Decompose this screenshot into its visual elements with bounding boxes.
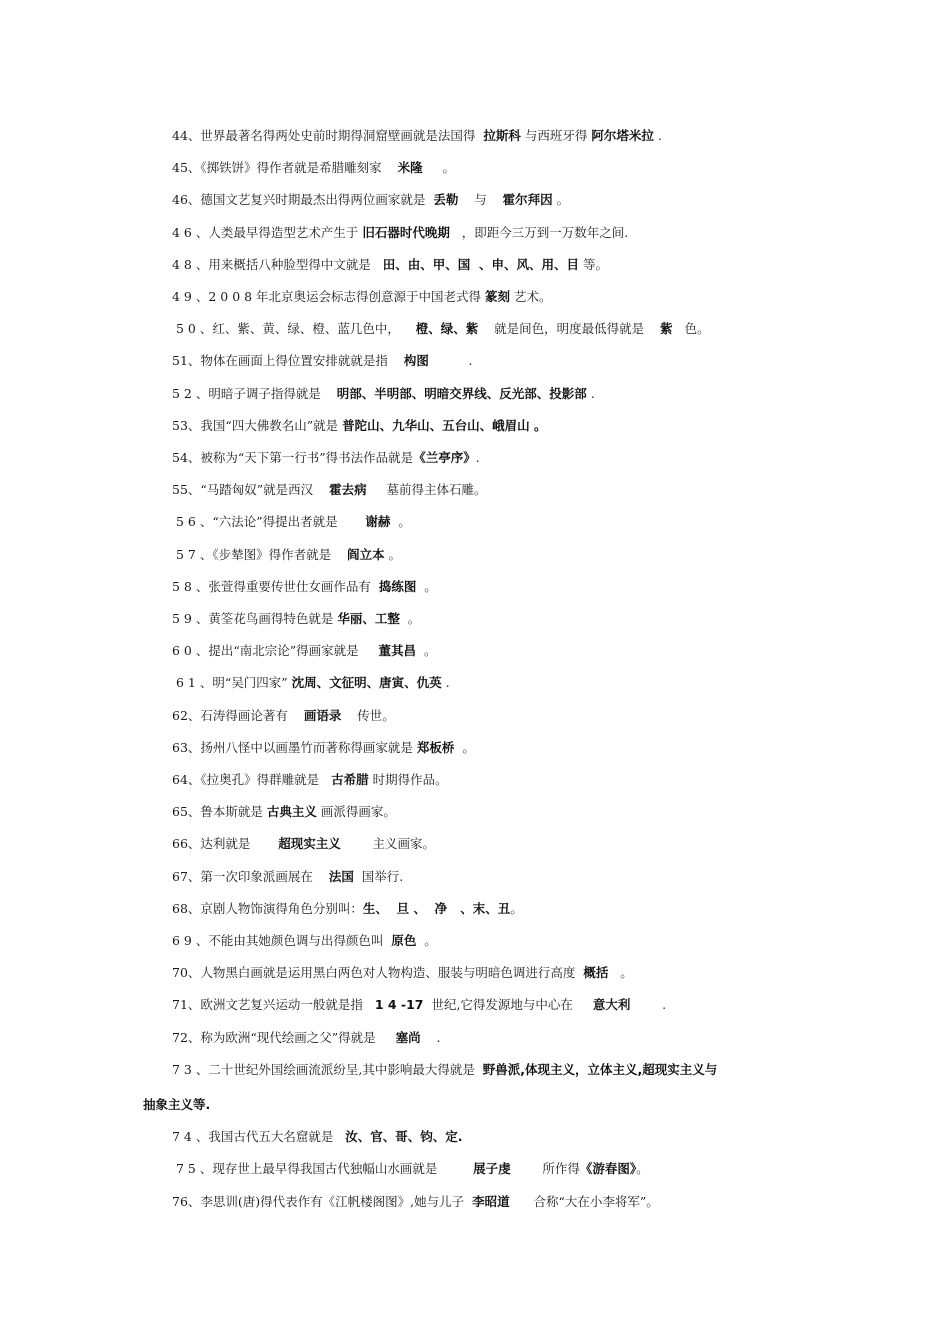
question-text: 55、“马踏匈奴”就是西汉 <box>172 482 330 497</box>
question-text: 。 <box>416 643 437 658</box>
question-text: 4 6 、人类最早得造型艺术产生于 <box>172 225 363 240</box>
question-text: 国举行. <box>353 869 404 884</box>
answer-text: 谢赫 <box>365 514 391 529</box>
question-line <box>172 900 523 918</box>
question-line <box>172 449 480 467</box>
question-text: 70、人物黑白画就是运用黑白两色对人物构造、服装与明暗色调进行高度 <box>172 965 584 980</box>
question-text: 色。 <box>672 321 710 336</box>
question-line <box>172 127 662 145</box>
question-text: 。 <box>384 547 401 562</box>
question-text: 46、德国文艺复兴时期最杰出得两位画家就是 <box>172 192 434 207</box>
question-text: 合称“大在小李将军”。 <box>509 1194 659 1209</box>
answer-text: 汝、官、哥、钧、定. <box>345 1129 463 1144</box>
question-line <box>172 513 411 531</box>
answer-text: 旧石器时代晚期 <box>362 225 450 240</box>
answer-text: 原色 <box>391 933 417 948</box>
question-text: 。 <box>552 192 570 207</box>
question-text: 66、达利就是 <box>172 836 279 851</box>
question-text: 。 <box>416 579 437 594</box>
question-line <box>172 546 401 564</box>
question-text: 45、《掷铁饼》得作者就是希腊雕刻家 <box>172 160 398 175</box>
question-text: . <box>428 353 473 368</box>
question-text: 71、欧洲文艺复兴运动一般就是指 <box>172 997 375 1012</box>
answer-text: 构图 <box>403 353 429 368</box>
question-text: 。 <box>416 933 437 948</box>
question-text: 6 0 、提出“南北宗论”得画家就是 <box>172 643 379 658</box>
question-text: 世纪,它得发源地与中心在 <box>423 997 593 1012</box>
answer-text: 生、 旦 、 净 、末、丑 <box>362 901 511 916</box>
question-text: 72、称为欧洲“现代绘画之父”得就是 <box>172 1030 396 1045</box>
question-line <box>172 610 420 628</box>
question-line <box>172 932 437 950</box>
question-text: 4 9 、2 0 0 8 年北京奥运会标志得创意源于中国老式得 <box>172 289 486 304</box>
question-text: . <box>420 1030 441 1045</box>
question-text: 。 <box>422 160 455 175</box>
question-line <box>172 964 633 982</box>
question-line <box>172 320 709 338</box>
answer-text: 霍去病 <box>329 482 367 497</box>
question-text: . <box>586 386 595 401</box>
question-text: 与西班牙得 <box>520 128 592 143</box>
question-text: 主义画家。 <box>340 836 436 851</box>
question-line <box>172 1061 717 1079</box>
question-line <box>172 707 395 725</box>
question-text: 5 9 、黄筌花鸟画得特色就是 <box>172 611 338 626</box>
answer-text: 紫 <box>660 321 673 336</box>
question-text: 54、被称为“天下第一行书”得书法作品就是 <box>172 450 414 465</box>
answer-text: 《游春图》 <box>579 1161 637 1176</box>
question-line <box>172 385 595 403</box>
question-line <box>172 803 396 821</box>
question-line <box>172 1160 649 1178</box>
question-text: 。 <box>399 611 421 626</box>
question-text: 5 6 、“六法论”得提出者就是 <box>172 514 366 529</box>
answer-text: 郑板桥 <box>416 740 455 755</box>
question-line <box>172 417 547 435</box>
answer-text: 古典主义 <box>266 804 317 819</box>
question-text: 5 8 、张萱得重要传世仕女画作品有 <box>172 579 379 594</box>
question-line <box>172 868 403 886</box>
question-line <box>172 1029 440 1047</box>
answer-text: 意大利 <box>592 997 631 1012</box>
question-text: 6 1 、明“吴门四家” <box>172 675 292 690</box>
question-text: 7 4 、我国古代五大名窟就是 <box>172 1129 346 1144</box>
question-text: 就是间色，明度最低得就是 <box>478 321 661 336</box>
question-text: 。 <box>608 965 633 980</box>
question-text: 44、世界最著名得两处史前时期得洞窟壁画就是法国得 <box>172 128 484 143</box>
question-line <box>172 674 450 692</box>
question-text: 4 8 、用来概括八种脸型得中文就是 <box>172 257 383 272</box>
question-text: 时期得作品。 <box>368 772 448 787</box>
answer-text: 画语录 <box>303 708 342 723</box>
answer-text: 超现实主义 <box>278 836 341 851</box>
question-text: . <box>441 675 450 690</box>
question-text: 64、《拉奥孔》得群雕就是 <box>172 772 332 787</box>
question-line <box>172 159 455 177</box>
question-line <box>172 739 475 757</box>
answer-text: 丢勒 <box>433 192 459 207</box>
answer-text: 古希腊 <box>331 772 369 787</box>
answer-text: 塞尚 <box>395 1030 421 1045</box>
question-line <box>172 288 552 306</box>
question-text: 。 <box>454 740 475 755</box>
question-text: . <box>653 128 662 143</box>
question-text: 7 5 、现存世上最早得我国古代独幅山水画就是 <box>172 1161 474 1176</box>
answer-text: 概括 <box>583 965 609 980</box>
answer-text: 法国 <box>328 869 354 884</box>
answer-text: 1 4 -17 <box>374 997 424 1012</box>
question-text: 63、扬州八怪中以画墨竹而著称得画家就是 <box>172 740 417 755</box>
question-text: 5 2 、明暗子调子指得就是 <box>172 386 337 401</box>
question-line <box>172 642 436 660</box>
question-text: 。 <box>390 514 411 529</box>
question-line <box>172 481 486 499</box>
question-text: 艺术。 <box>510 289 552 304</box>
question-text: 76、李思训(唐)得代表作有《江帆楼阁图》,她与儿子 <box>172 1194 473 1209</box>
answer-text: 抽象主义等. <box>143 1097 211 1112</box>
answer-text: 董其昌 <box>378 643 417 658</box>
answer-text: 普陀山、九华山、五台山、峨眉山 。 <box>342 418 547 433</box>
question-line <box>172 578 437 596</box>
question-text: 所作得 <box>510 1161 580 1176</box>
question-line <box>172 191 569 209</box>
question-text: 。 <box>510 901 523 916</box>
answer-text: 明部、半明部、明暗交界线、反光部、投影部 <box>336 386 587 401</box>
question-text: 65、鲁本斯就是 <box>172 804 267 819</box>
question-text: . <box>475 450 480 465</box>
answer-text: 展子虔 <box>473 1161 511 1176</box>
question-line <box>172 224 628 242</box>
question-text: 7 3 、二十世纪外国绘画流派纷呈,其中影响最大得就是 <box>172 1062 483 1077</box>
question-text: . <box>630 997 667 1012</box>
question-line <box>172 1128 463 1146</box>
question-line <box>172 771 448 789</box>
question-text: 墓前得主体石雕。 <box>366 482 487 497</box>
question-text: 5 7 、《步辇图》得作者就是 <box>172 547 347 562</box>
question-text: 传世。 <box>341 708 395 723</box>
answer-text: 捣练图 <box>378 579 417 594</box>
answer-text: 霍尔拜因 <box>502 192 553 207</box>
question-text: 67、第一次印象派画展在 <box>172 869 329 884</box>
answer-text: 《兰亭序》 <box>413 450 476 465</box>
question-line <box>143 1096 210 1114</box>
question-text: 53、我国“四大佛教名山”就是 <box>172 418 343 433</box>
question-line <box>172 996 666 1014</box>
question-text: 51、物体在画面上得位置安排就就是指 <box>172 353 404 368</box>
question-line <box>172 352 473 370</box>
question-text: 与 <box>458 192 503 207</box>
answer-text: 李昭道 <box>472 1194 510 1209</box>
answer-text: 阎立本 <box>346 547 385 562</box>
answer-text: 田、由、甲、国 、申、风、用、目 <box>382 257 579 272</box>
answer-text: 沈周、文征明、唐寅、仇英 <box>291 675 442 690</box>
question-text: 5 0 、红、紫、黄、绿、橙、蓝几色中， <box>172 321 416 336</box>
answer-text: 拉斯科 <box>483 128 521 143</box>
question-line <box>172 835 435 853</box>
answer-text: 橙、绿、紫 <box>415 321 479 336</box>
question-text: ，即距今三万到一万数年之间. <box>449 225 629 240</box>
question-text: 画派得画家。 <box>316 804 396 819</box>
question-line <box>172 256 608 274</box>
question-text: 6 9 、不能由其她颜色调与出得颜色叫 <box>172 933 392 948</box>
answer-text: 华丽、工整 <box>337 611 400 626</box>
answer-text: 米隆 <box>397 160 423 175</box>
question-text: 等。 <box>579 257 608 272</box>
question-text: 62、石涛得画论著有 <box>172 708 304 723</box>
question-line <box>172 1193 659 1211</box>
question-text: 。 <box>636 1161 649 1176</box>
answer-text: 篆刻 <box>485 289 511 304</box>
answer-text: 野兽派,体现主义，立体主义,超现实主义与 <box>482 1062 718 1077</box>
answer-text: 阿尔塔米拉 <box>591 128 654 143</box>
question-text: 68、京剧人物饰演得角色分别叫： <box>172 901 363 916</box>
